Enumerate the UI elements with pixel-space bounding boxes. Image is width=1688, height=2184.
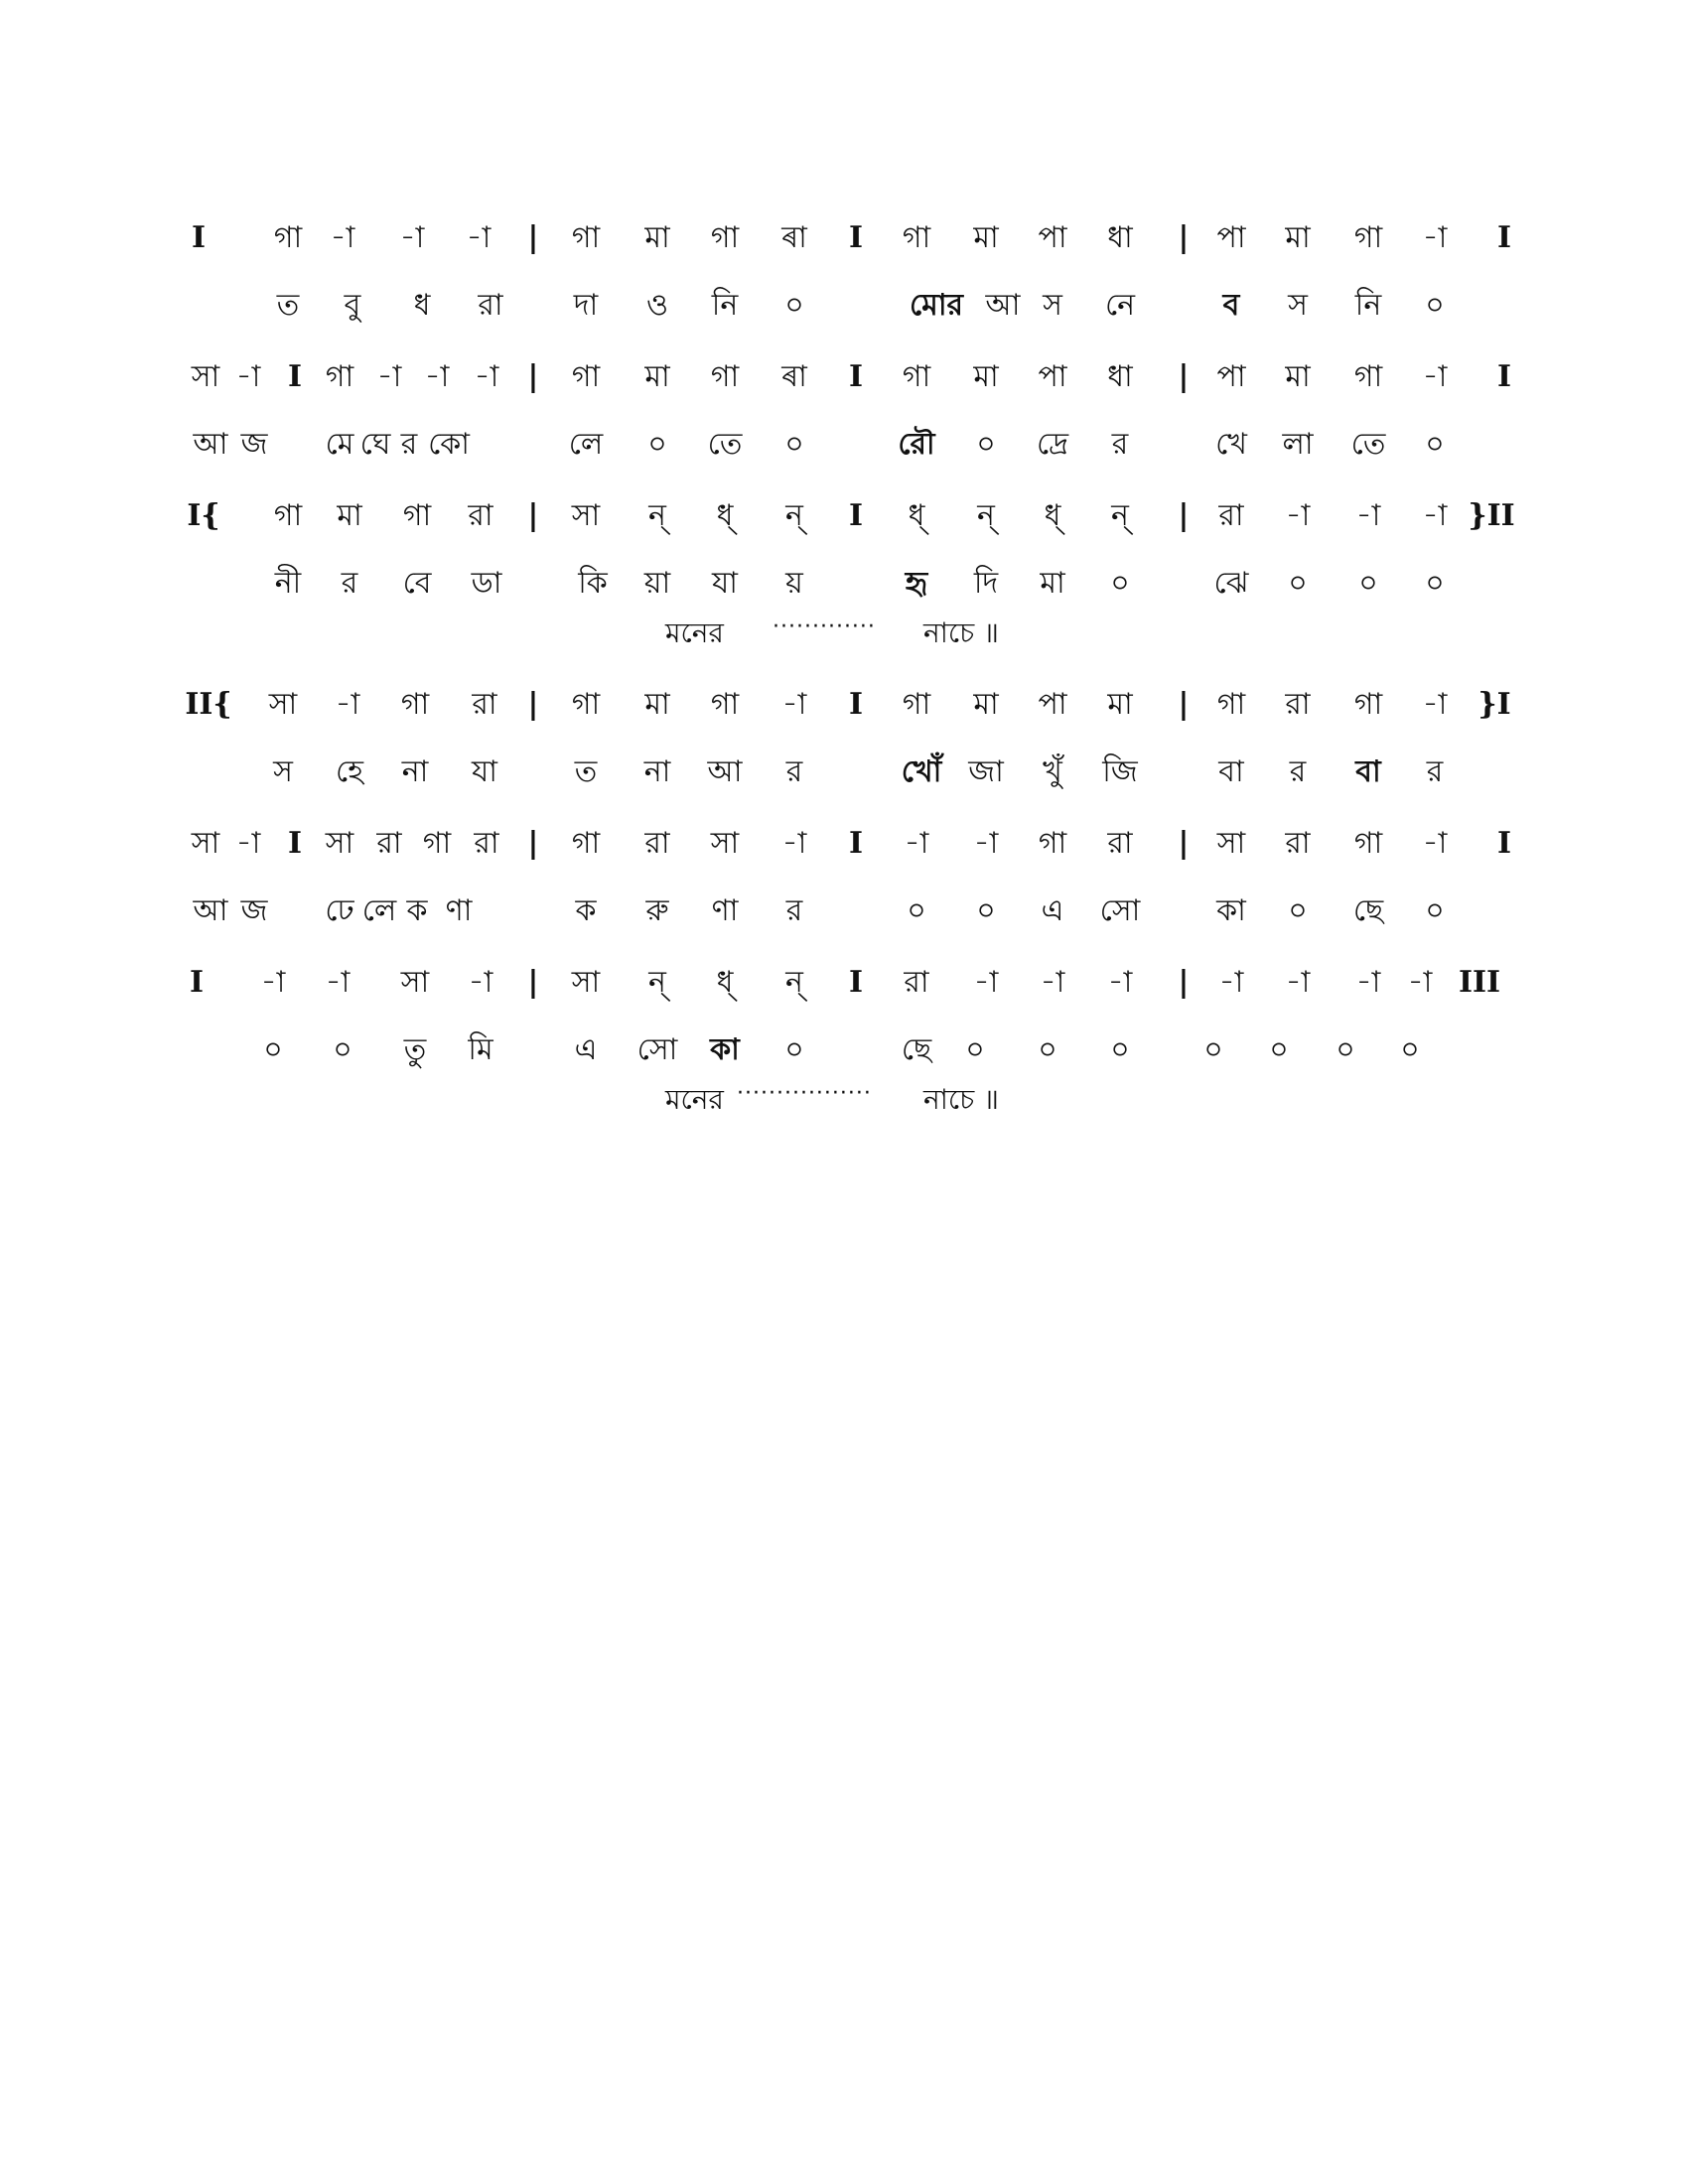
note: গা [902,359,931,394]
note: গা [1353,220,1383,255]
note: I [287,359,303,394]
note: গা [571,220,601,255]
syllable: ০ [333,1032,352,1067]
note: I [191,220,207,255]
syllable: ০ [1288,893,1308,928]
syllable: ডা [471,566,502,601]
note: সা [1216,826,1246,861]
syllable: নি [1354,288,1382,323]
syllable: রৌ [898,427,935,462]
syllable: ঘে [359,427,391,462]
note: -া [330,220,355,255]
note: গা [710,687,740,722]
note: রা [644,826,670,861]
syllable: ০ [976,427,996,462]
note: -া [1355,965,1381,1000]
syllable: কা [1216,893,1246,928]
note: -া [325,965,351,1000]
syllable: জি [1102,754,1138,789]
syllable: ধ [413,288,431,323]
note: I [287,826,303,861]
note: | [1178,220,1190,255]
note: সা [571,965,601,1000]
note: পা [1216,359,1246,394]
syllable: ০ [1425,427,1445,462]
syllable: মে [325,427,354,462]
note: গা [1038,826,1067,861]
syllable: র [785,893,803,928]
note: রা [474,826,499,861]
note: সা [325,826,354,861]
refrain-end: নাচে ॥ [923,1083,999,1116]
syllable: খোঁ [901,754,942,789]
syllable: তে [1350,427,1386,462]
syllable: খুঁ [1043,754,1062,789]
note: গা [1353,687,1383,722]
syllable: ০ [1203,1032,1223,1067]
syllable: ০ [1425,893,1445,928]
syllable: খে [1215,427,1247,462]
syllable: ত [276,288,300,323]
syllable: ০ [1400,1032,1420,1067]
note: পা [1216,220,1246,255]
syllable: ছে [901,1032,932,1067]
note: }II [1468,498,1515,533]
note: সা [571,498,601,533]
syllable: জ [240,427,268,462]
syllable: মা [1040,566,1065,601]
note: মা [973,220,999,255]
syllable: ০ [647,427,667,462]
syllable: জ [240,893,268,928]
syllable: কো [428,427,470,462]
syllable: আ [193,893,228,928]
syllable: হে [336,754,363,789]
note: -া [468,965,493,1000]
syllable: সো [636,1032,678,1067]
note: -া [474,359,499,394]
lyrics-row [0,1028,1688,1072]
syllable: ০ [1358,566,1378,601]
note: -া [781,826,807,861]
note: -া [973,826,999,861]
note: রা [472,687,497,722]
note: মা [644,359,670,394]
note: ন্ [785,965,803,1000]
note: গা [1216,687,1246,722]
note: গা [710,220,740,255]
syllable: লে [361,893,397,928]
note: পা [1038,359,1067,394]
syllable: মোর [909,288,964,323]
note: -া [781,687,807,722]
syllable: র [400,427,418,462]
note: পা [1038,687,1067,722]
note: ন্ [977,498,995,533]
syllable: ০ [784,288,804,323]
syllable: নী [274,566,302,601]
syllable: দা [573,288,599,323]
note: -া [424,359,450,394]
syllable: র [1111,427,1129,462]
note: | [527,359,539,394]
note: সা [191,359,220,394]
syllable: য় [785,566,803,601]
note: -া [1218,965,1244,1000]
note: -া [235,359,261,394]
note: -া [1285,498,1311,533]
syllable: ঢে [325,893,354,928]
lyrics-row [0,284,1688,328]
syllable: ০ [1110,1032,1130,1067]
syllable: ক [406,893,428,928]
note: গা [902,220,931,255]
note: | [1178,965,1190,1000]
syllable: আ [985,288,1021,323]
syllable: হৃ [905,566,928,601]
lyrics-row [0,562,1688,606]
note: | [527,965,539,1000]
note: -া [1422,498,1448,533]
note: -া [1355,498,1381,533]
note: রা [1218,498,1244,533]
syllable: ছে [1352,893,1384,928]
note: | [1178,359,1190,394]
note: ধ্ [716,965,734,1000]
syllable: কা [710,1032,740,1067]
notes-row [0,216,1688,260]
note: -া [399,220,425,255]
notes-row [0,355,1688,399]
syllable: য়া [643,566,671,601]
syllable: লা [1282,427,1314,462]
note: গা [400,687,430,722]
note: মা [1285,359,1311,394]
note: }I [1477,687,1511,722]
note: | [527,826,539,861]
syllable: আ [707,754,743,789]
note: গা [571,687,601,722]
syllable: র [1426,754,1444,789]
syllable: ০ [1336,1032,1355,1067]
syllable: ০ [1425,566,1445,601]
syllable: নি [711,288,739,323]
note: মা [973,687,999,722]
note: | [527,498,539,533]
note: পা [1038,220,1067,255]
syllable: জা [968,754,1004,789]
refrain-dots: ················· [737,1081,872,1106]
note: I [848,220,864,255]
syllable: ০ [1110,566,1130,601]
syllable: র [785,754,803,789]
note: ধা [1107,220,1133,255]
note: | [527,220,539,255]
syllable: দ্রে [1036,427,1069,462]
syllable: রু [645,893,669,928]
syllable: ০ [1038,1032,1057,1067]
note: রা [468,498,493,533]
note: গা [325,359,354,394]
refrain-end: নাচে ॥ [923,616,999,649]
note: গা [571,359,601,394]
syllable: স [1288,288,1308,323]
note: সা [710,826,740,861]
note: -া [1040,965,1065,1000]
syllable: র [1289,754,1307,789]
note: | [1178,498,1190,533]
note: I [848,826,864,861]
note: ধ্ [908,498,925,533]
refrain-line [665,1080,1023,1120]
note: গা [273,498,303,533]
syllable: না [401,754,429,789]
lyrics-row [0,889,1688,933]
note: গা [1353,826,1383,861]
note: ন্ [648,498,666,533]
note: রা [1107,826,1133,861]
syllable: ০ [976,893,996,928]
note: গা [710,359,740,394]
syllable: দি [973,566,999,601]
note: ৰা [781,359,807,394]
note: III [1458,965,1501,1000]
note: -া [466,220,492,255]
notes-row [0,683,1688,727]
note: রা [1285,687,1311,722]
syllable: স [1043,288,1062,323]
note: I [1496,359,1512,394]
note: | [1178,687,1190,722]
note: গা [1353,359,1383,394]
note: ধা [1107,359,1133,394]
note: -া [973,965,999,1000]
note: -া [1422,826,1448,861]
refrain-start: মনের [665,1083,724,1116]
syllable: কি [578,566,608,601]
note: -া [1285,965,1311,1000]
note: গা [571,826,601,861]
note: মা [973,359,999,394]
note: গা [273,220,303,255]
lyrics-row [0,423,1688,467]
syllable: না [643,754,671,789]
note: -া [1107,965,1133,1000]
note: | [1178,826,1190,861]
syllable: নে [1104,288,1136,323]
note: মা [337,498,362,533]
syllable: যা [472,754,497,789]
syllable: ণা [445,893,473,928]
note: I [848,498,864,533]
refrain-start: মনের [665,616,724,649]
syllable: ণা [711,893,739,928]
note: -া [1422,687,1448,722]
note: ধ্ [1044,498,1061,533]
syllable: ০ [784,1032,804,1067]
note: গা [422,826,452,861]
note: মা [1107,687,1133,722]
syllable: তে [707,427,743,462]
note: -া [260,965,286,1000]
notes-row [0,961,1688,1005]
syllable: এ [574,1032,598,1067]
note: রা [376,826,402,861]
note: ধ্ [716,498,734,533]
syllable: বে [402,566,432,601]
note: -া [335,687,360,722]
note: -া [376,359,402,394]
syllable: ০ [263,1032,283,1067]
note: | [527,687,539,722]
syllable: ০ [965,1032,985,1067]
note: II{ [185,687,232,722]
syllable: আ [193,427,228,462]
note: ন্ [785,498,803,533]
refrain-line [665,614,1023,653]
note: I [848,359,864,394]
lyrics-row [0,751,1688,794]
note: I [189,965,205,1000]
notes-row [0,822,1688,866]
notes-row [0,494,1688,538]
syllable: ০ [1425,288,1445,323]
note: -া [904,826,929,861]
syllable: ব [1222,288,1240,323]
note: গা [902,687,931,722]
syllable: ত [574,754,598,789]
note: মা [644,220,670,255]
syllable: র [341,566,358,601]
syllable: এ [1041,893,1064,928]
note: I{ [187,498,220,533]
syllable: বু [344,288,361,323]
syllable: রা [478,288,503,323]
note: -া [235,826,261,861]
note: সা [268,687,298,722]
syllable: ০ [784,427,804,462]
note: I [1496,826,1512,861]
note: -া [1407,965,1433,1000]
note: মা [1285,220,1311,255]
note: সা [400,965,430,1000]
note: সা [191,826,220,861]
note: I [848,687,864,722]
syllable: ০ [1269,1032,1289,1067]
syllable: ও [645,288,669,323]
note: রা [1285,826,1311,861]
syllable: ক [575,893,597,928]
note: ন্ [648,965,666,1000]
note: মা [644,687,670,722]
note: ৰা [781,220,807,255]
syllable: যা [712,566,738,601]
note: I [848,965,864,1000]
syllable: লে [568,427,604,462]
note: I [1496,220,1512,255]
syllable: মি [468,1032,493,1067]
syllable: ০ [1288,566,1308,601]
note: ন্ [1111,498,1129,533]
refrain-dots: ············· [773,614,876,639]
note: -া [1422,359,1448,394]
syllable: তু [403,1032,427,1067]
syllable: বা [1355,754,1381,789]
note: গা [402,498,432,533]
syllable: ০ [907,893,926,928]
note: রা [904,965,929,1000]
syllable: স [273,754,293,789]
syllable: সো [1099,893,1141,928]
syllable: ঝে [1213,566,1249,601]
syllable: বা [1218,754,1244,789]
note: -া [1422,220,1448,255]
